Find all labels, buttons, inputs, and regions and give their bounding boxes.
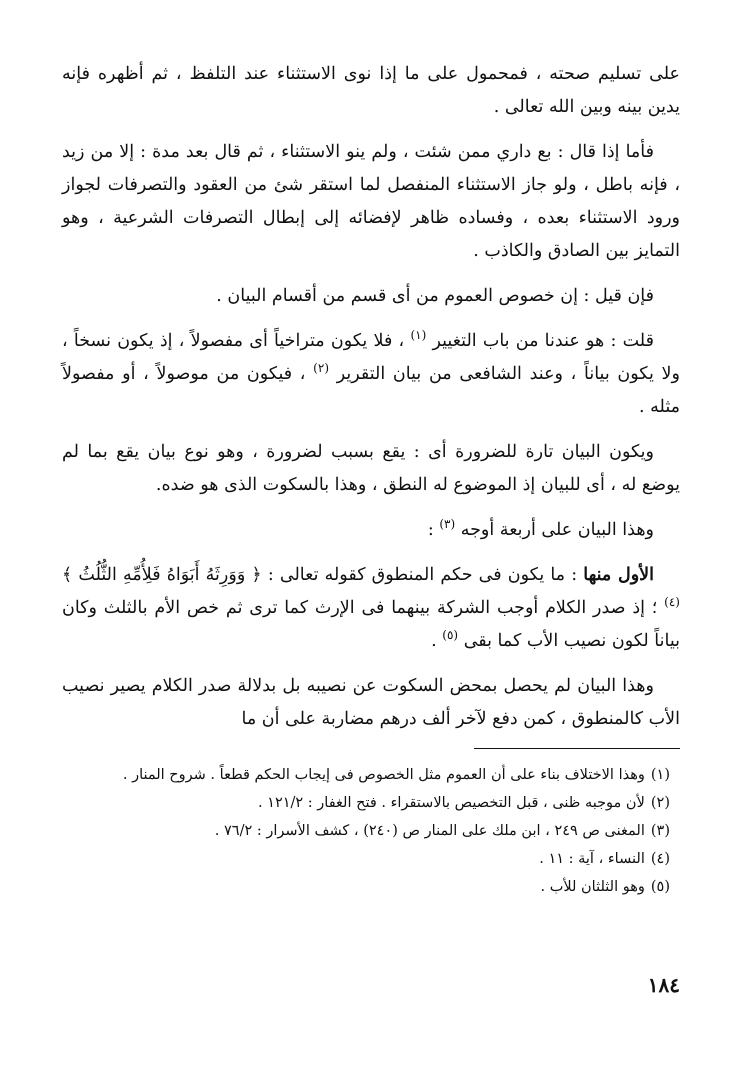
paragraph-6-colon: : [427, 520, 434, 540]
footnote-ref-4: (٤) [664, 595, 680, 610]
footnote-3 [62, 818, 680, 844]
paragraph-4-part-2: ، فلا يكون متراخياً أى مفصولاً ، إذ يكون نسخاً ، ولا يكون بياناً ، وعند الشافعى من بيان التقرير [62, 331, 680, 384]
footnote-5 [62, 874, 680, 900]
main-text [62, 58, 680, 736]
paragraph-7-part-2: ؛ إذ صدر الكلام أوجب الشركة بينهما فى الإرث كما ترى ثم خص الأم بالثلث وكان بياناً لكون نصيب الأب كما بقى [62, 598, 680, 651]
footnote-text: المغنى ص ٢٤٩ ، ابن ملك على المنار ص (٢٤٠) ، كشف الأسرار : ٧٦/٢ . [214, 823, 645, 839]
footnotes [62, 762, 680, 902]
footnote-number: (٤) [650, 851, 670, 867]
footnote-text: وهذا الاختلاف بناء على أن العموم مثل الخصوص فى إيجاب الحكم قطعاً . شروح المنار . [122, 767, 645, 783]
footnote-ref-2: (٢) [313, 361, 329, 376]
paragraph-3: فإن قيل : إن خصوص العموم من أى قسم من أقسام البيان . [216, 286, 654, 306]
footnote-separator [474, 748, 680, 749]
footnote-text: لأن موجبه ظنى ، قبل التخصيص بالاستقراء . فتح الغفار : ١٢١/٢ . [257, 795, 645, 811]
paragraph-4 [62, 325, 680, 424]
paragraph-7-part-1: : ما يكون فى حكم المنطوق كقوله تعالى : ﴿ وَوَرِثَهُ أَبَوَاهُ فَلِأُمِّهِ الثُّلُثُ ﴾ [62, 565, 578, 585]
paragraph-6-text: وهذا البيان على أربعة أوجه [460, 520, 654, 540]
footnote-2 [62, 790, 680, 816]
book-page [62, 58, 680, 1076]
footnote-ref-5: (٥) [442, 628, 459, 643]
footnote-number: (٣) [650, 823, 670, 839]
paragraph-7 [62, 559, 680, 658]
paragraph-4-part-3: ، فيكون من موصولاً ، أو مفصولاً مثله . [62, 364, 680, 417]
footnote-4 [62, 846, 680, 872]
footnote-ref-1: (١) [410, 328, 427, 343]
paragraph-1: على تسليم صحته ، فمحمول على ما إذا نوى الاستثناء عند التلفظ ، ثم أظهره فإنه يدين بينه وبين الله تعالى . [62, 64, 680, 117]
paragraph-5: ويكون البيان تارة للضرورة أى : يقع بسبب لضرورة ، وهو نوع بيان يقع بما لم يوضع له ، أى للبيان إذ الموضوع له النطق ، وهذا بالسكوت الذى هو ضده. [62, 442, 680, 495]
paragraph-8: وهذا البيان لم يحصل بمحض السكوت عن نصيبه بل بدلالة صدر الكلام يصير نصيب الأب كالمنطوق ، كمن دفع لآخر ألف درهم مضاربة على أن ما [62, 676, 680, 729]
footnote-number: (٥) [650, 879, 670, 895]
footnote-text: النساء ، آية : ١١ . [539, 851, 645, 867]
paragraph-4-part-1: قلت : هو عندنا من باب التغيير [432, 331, 654, 351]
footnote-ref-3: (٣) [439, 517, 456, 532]
section-lead: الأول منها [583, 565, 654, 585]
footnote-number: (٢) [650, 795, 670, 811]
paragraph-2: فأما إذا قال : بع داري ممن شئت ، ولم ينو الاستثناء ، ثم قال بعد مدة : إلا من زيد ، فإنه باطل ، ولو جاز الاستثناء المنفصل لما استقر شئ من العقود والتصرفات لجواز ورود الاستثناء بعده ، وفساده ظاهر لإفضائه إلى إبطال التصرفات الشرعية ، وهو التمايز بين الصادق والكاذب . [62, 142, 680, 261]
page-number: ١٨٤ [647, 973, 680, 997]
paragraph-6 [62, 514, 680, 547]
footnote-1 [62, 762, 680, 788]
footnote-text: وهو الثلثان للأب . [540, 879, 645, 895]
paragraph-7-part-3: . [431, 631, 437, 651]
footnote-number: (١) [650, 767, 670, 783]
